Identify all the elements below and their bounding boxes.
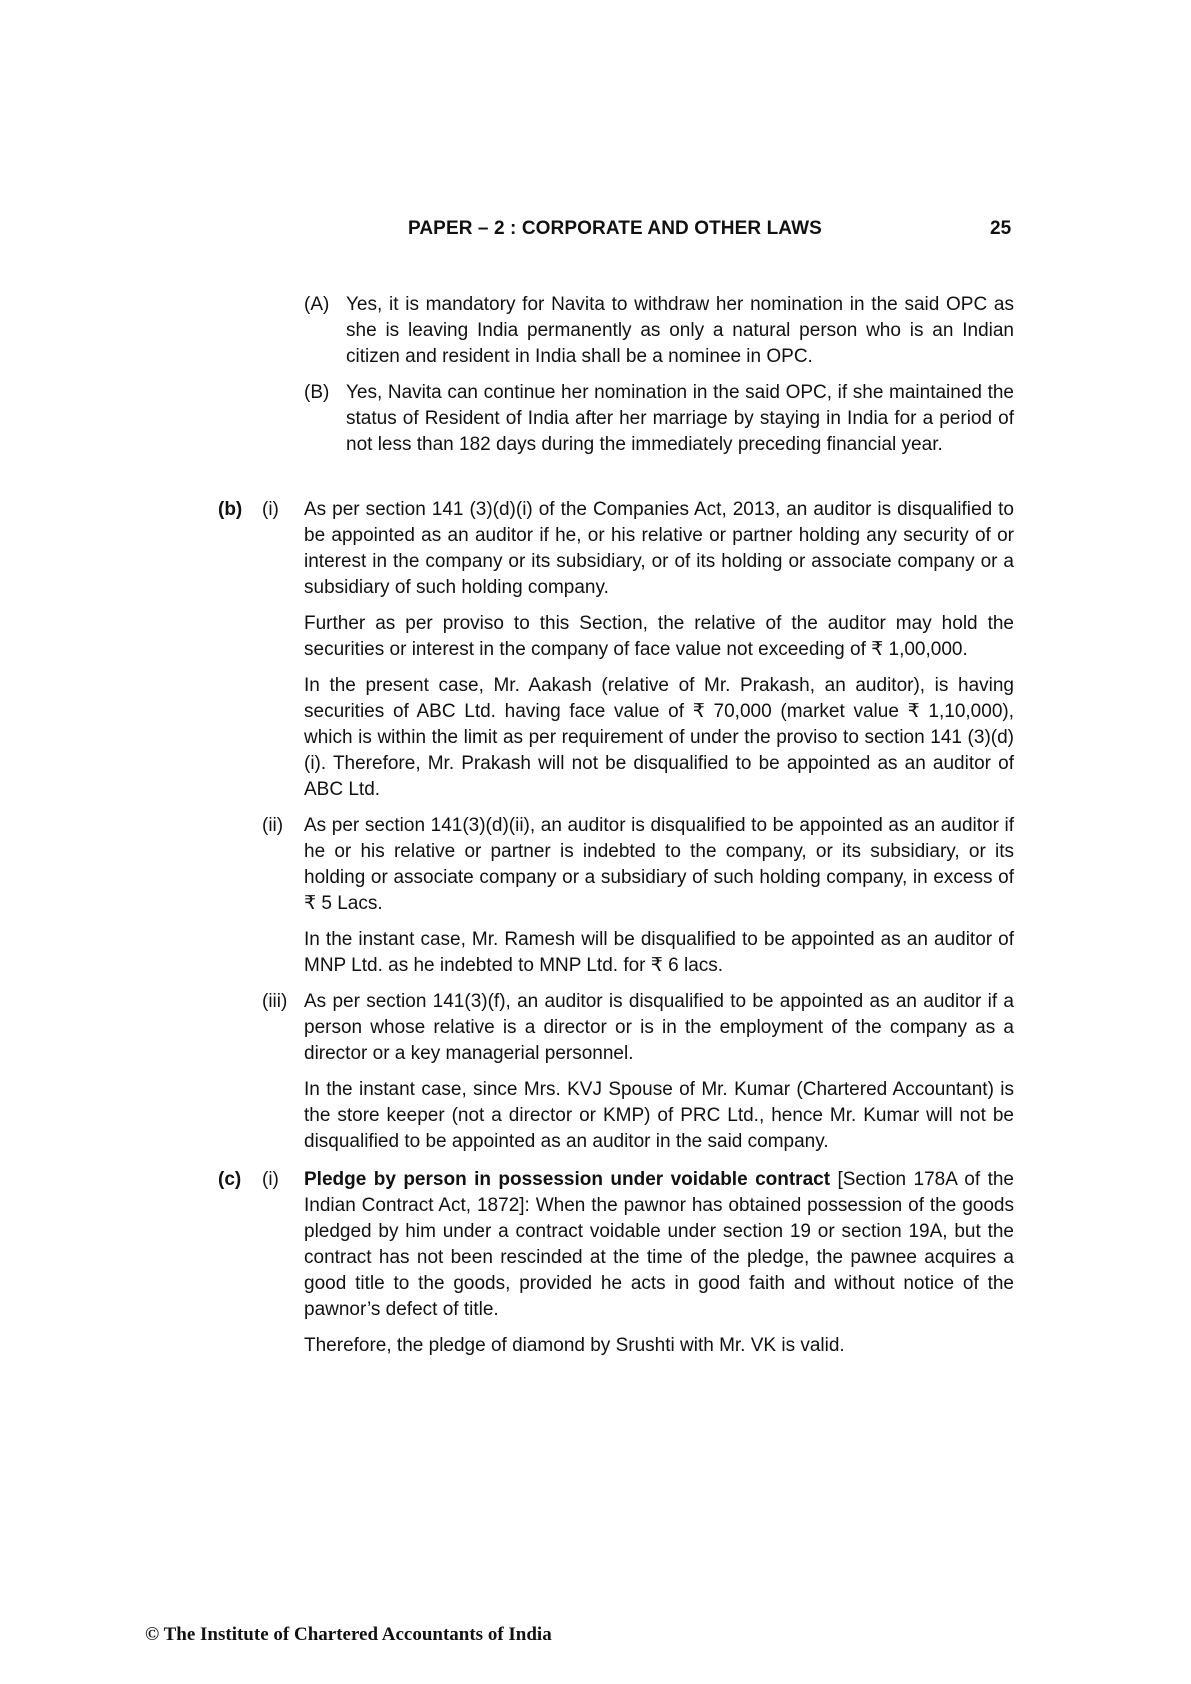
option-b-label: (B) <box>304 382 330 403</box>
section-c-item-1-para <box>304 1167 1014 1323</box>
section-b-item-2-para-1: As per section 141(3)(d)(ii), an auditor is disqualified to be appointed as an auditor if he or his relative or partner is indebted to the company, or its subsidiary, or its holding or associate company or a subsidiary of such holding company, in excess of ₹ 5 Lacs. <box>304 815 1014 914</box>
section-c-heading: Pledge by person in possession under voidable contract <box>304 1169 831 1190</box>
section-b-item-3-para-2: In the instant case, since Mrs. KVJ Spouse of Mr. Kumar (Chartered Accountant) is the store keeper (not a director or KMP) of PRC Ltd., hence Mr. Kumar will not be disqualified to be appointed as an auditor in the said company. <box>304 1079 1014 1152</box>
option-a-text: Yes, it is mandatory for Navita to withdraw her nomination in the said OPC as she is leaving India permanently as only a natural person who is an Indian citizen and resident in India shall be a nominee in OPC. <box>346 294 1014 367</box>
page-number: 25 <box>990 218 1012 239</box>
page-footer-copyright: © The Institute of Chartered Accountants of India <box>145 1624 552 1645</box>
page-header-title: PAPER – 2 : CORPORATE AND OTHER LAWS <box>408 218 822 239</box>
section-b-item-1-para-1: As per section 141 (3)(d)(i) of the Companies Act, 2013, an auditor is disqualified to be appointed as an auditor if he, or his relative or partner holding any security of or interest in the company or its subsidiary, or of its holding or associate company or a subsidiary of such holding company. <box>304 499 1014 598</box>
section-c-label: (c) <box>218 1169 242 1190</box>
section-b-item-1-para-2: Further as per proviso to this Section, the relative of the auditor may hold the securities or interest in the company of face value not exceeding of ₹ 1,00,000. <box>304 613 1014 660</box>
section-b-item-2-para-2: In the instant case, Mr. Ramesh will be disqualified to be appointed as an auditor of MNP Ltd. as he indebted to MNP Ltd. for ₹ 6 lacs. <box>304 929 1014 976</box>
section-c-text: [Section 178A of the Indian Contract Act, 1872]: When the pawnor has obtained possession of the goods pledged by him under a contract voidable under section 19 or section 19A, but the contract has not been rescinded at the time of the pledge, the pawnee acquires a good title to the goods, provided he acts in good faith and without notice of the pawnor’s defect of title. <box>304 1169 1014 1320</box>
section-b-label: (b) <box>218 499 243 520</box>
section-b-item-3-para-1: As per section 141(3)(f), an auditor is disqualified to be appointed as an auditor if a person whose relative is a director or is in the employment of the company as a director or a key managerial personnel. <box>304 991 1014 1064</box>
section-b-item-1-label: (i) <box>262 499 279 520</box>
option-b-text: Yes, Navita can continue her nomination in the said OPC, if she maintained the status of Resident of India after her marriage by staying in India for a period of not less than 182 days during the immediately preceding financial year. <box>346 382 1014 455</box>
section-b-item-2-label: (ii) <box>262 815 284 836</box>
option-a-label: (A) <box>304 294 330 315</box>
section-b-item-3-label: (iii) <box>262 991 288 1012</box>
section-c-conclusion: Therefore, the pledge of diamond by Srushti with Mr. VK is valid. <box>304 1335 845 1356</box>
section-c-item-1-label: (i) <box>262 1169 279 1190</box>
section-b-item-1-para-3: In the present case, Mr. Aakash (relative of Mr. Prakash, an auditor), is having securities of ABC Ltd. having face value of ₹ 70,000 (market value ₹ 1,10,000), which is within the limit as per requirement of under the proviso to section 141 (3)(d)(i). Therefore, Mr. Prakash will not be disqualified to be appointed as an auditor of ABC Ltd. <box>304 675 1014 800</box>
